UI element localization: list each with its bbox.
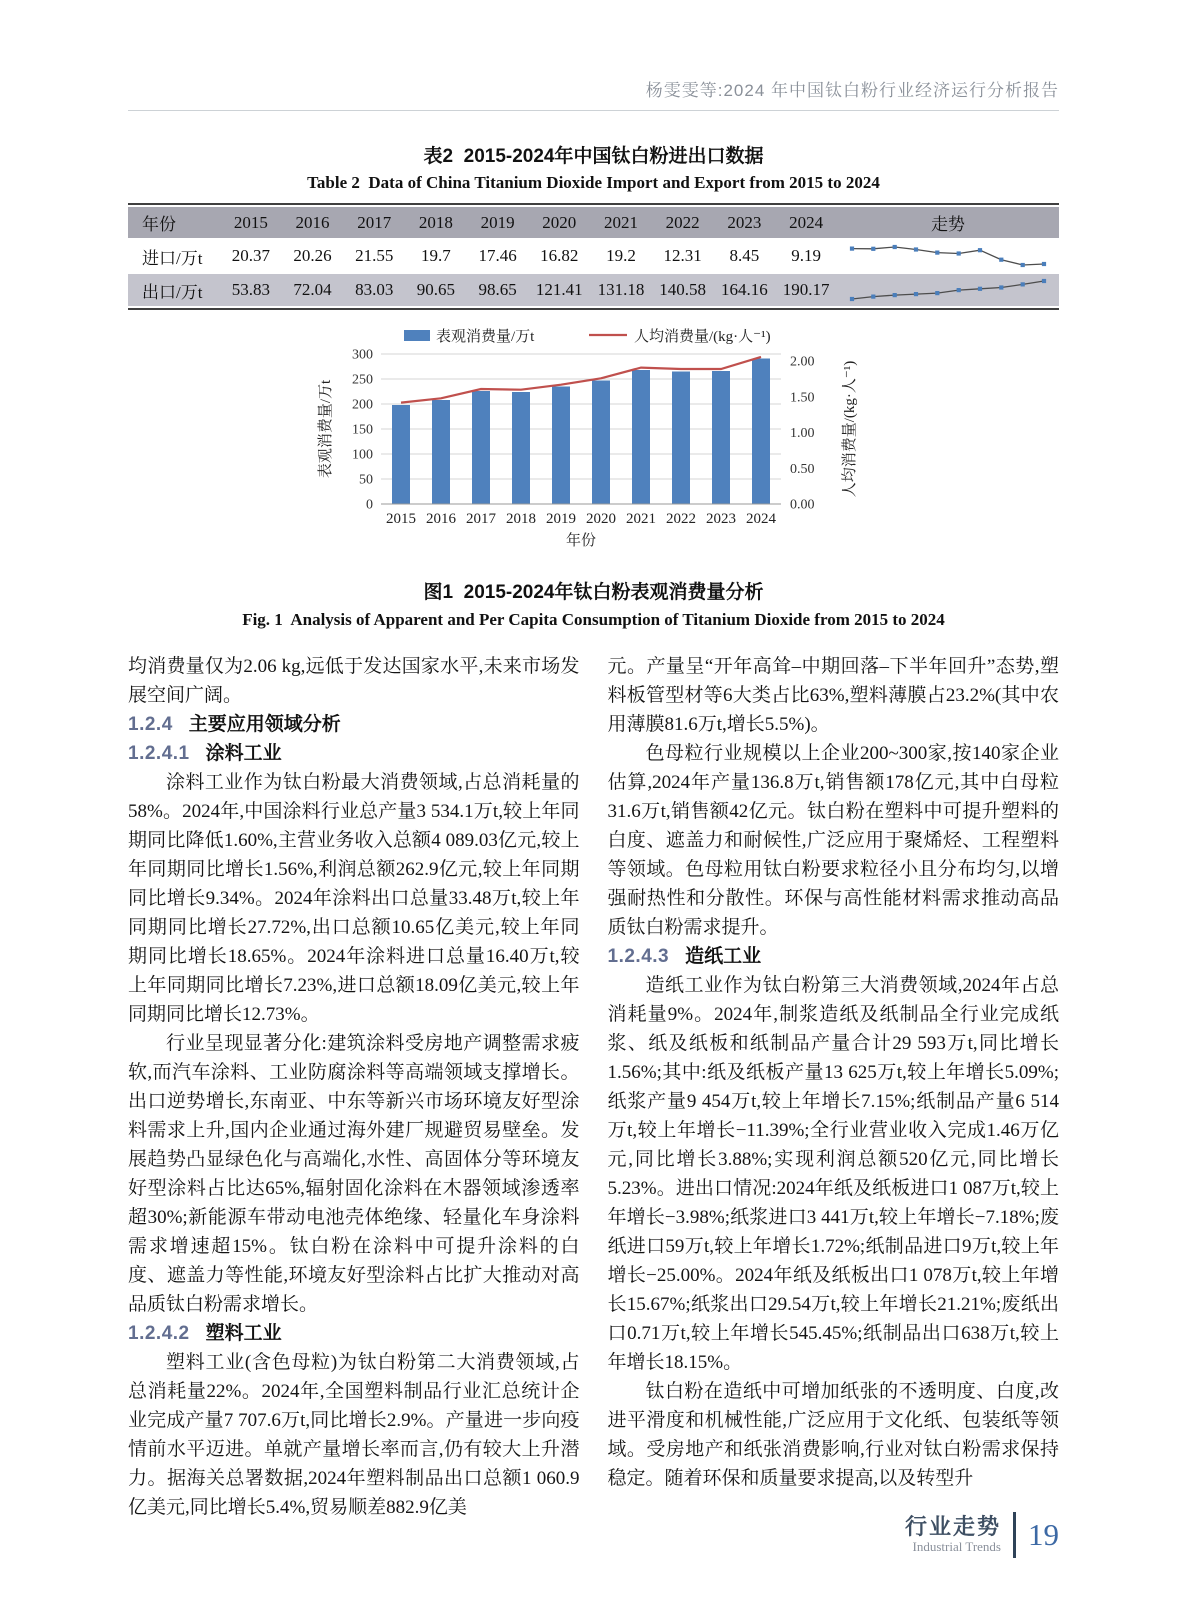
year-header-cell: 2015	[220, 207, 282, 238]
bar	[752, 359, 770, 505]
footer-page-number: 19	[1028, 1517, 1059, 1552]
consumption-chart	[309, 324, 879, 564]
paragraph: 行业呈现显著分化:建筑涂料受房地产调整需求疲软,而汽车涂料、工业防腐涂料等高端领域支撑增长。出口逆势增长,东南亚、中东等新兴市场环境友好型涂料需求上升,国内企业通过海外建厂规避贸易壁垒。发展趋势凸显绿色化与高端化,水性、高固体分等环境友好型涂料占比达65%,辐射固化涂料在木器领域渗透率超30%;新能源车带动电池壳体绝缘、轻量化车身涂料需求增速超15%。钛白粉在涂料中可提升涂料的白度、遮盖力等性能,环境友好型涂料占比扩大推动对高品质钛白粉需求增长。	[128, 1033, 580, 1315]
trend-column-label: 走势	[837, 207, 1059, 238]
value-cell: 131.18	[590, 274, 652, 306]
svg-text:0.50: 0.50	[789, 461, 814, 477]
sparkline-marker	[850, 297, 854, 301]
sparkline-marker	[957, 251, 961, 255]
svg-text:50: 50	[358, 472, 373, 488]
sparkline-line	[852, 247, 1044, 265]
paragraph: 元。产量呈“开年高耸–中期回落–下半年回升”态势,塑料板管型材等6大类占比63%,塑料薄膜占23.2%(其中农用薄膜81.6万t,增长5.5%)。	[607, 656, 1059, 735]
sparkline-marker	[978, 248, 982, 252]
value-cell: 72.04	[282, 274, 344, 306]
svg-text:1.50: 1.50	[789, 390, 814, 406]
sparkline-marker	[935, 251, 939, 255]
legend-bar-swatch	[404, 330, 430, 341]
sparkline-marker	[999, 258, 1003, 262]
svg-text:2024: 2024	[745, 511, 776, 527]
bar	[632, 370, 650, 504]
svg-text:1.00: 1.00	[789, 426, 814, 442]
sparkline-marker	[893, 293, 897, 297]
svg-text:0.00: 0.00	[789, 497, 814, 513]
section-number: 1.2.4.3	[607, 946, 670, 967]
sparkline-marker	[914, 247, 918, 251]
sparkline-marker	[978, 287, 982, 291]
value-cell: 20.37	[220, 240, 282, 272]
sparkline-marker	[871, 247, 875, 251]
trend-sparkline	[848, 277, 1048, 303]
value-cell: 121.41	[528, 274, 590, 306]
year-header-cell: 2024	[775, 207, 837, 238]
sparkline-marker	[893, 245, 897, 249]
svg-text:2017: 2017	[465, 511, 496, 527]
section-title: 涂料工业	[205, 743, 282, 764]
sparkline-marker	[935, 291, 939, 295]
running-head: 杨雯雯等:2024 年中国钛白粉行业经济运行分析报告	[645, 81, 1059, 100]
row-label: 进口/万t	[128, 240, 220, 272]
bar	[392, 405, 410, 504]
figure-caption-zh: 图1 2015-2024年钛白粉表观消费量分析	[423, 582, 764, 603]
value-cell: 90.65	[405, 274, 467, 306]
sparkline-marker	[1021, 282, 1025, 286]
sparkline-cell	[837, 240, 1059, 272]
row-label: 出口/万t	[128, 274, 220, 306]
sparkline-marker	[1042, 279, 1046, 283]
value-cell: 21.55	[343, 240, 405, 272]
section-heading-1.2.4.3	[608, 942, 1060, 971]
value-cell: 8.45	[714, 240, 776, 272]
svg-text:2023: 2023	[705, 511, 736, 527]
svg-text:100: 100	[351, 447, 373, 463]
value-cell: 140.58	[652, 274, 714, 306]
legend-line-label: 人均消费量/(kg·人⁻¹)	[633, 329, 771, 345]
chart-legend	[404, 327, 771, 345]
section-number: 1.2.4.2	[128, 1323, 190, 1344]
right-tick-labels	[790, 355, 815, 513]
figure-caption-en: Fig. 1 Analysis of Apparent and Per Capita Consumption of Titanium Dioxide from 2015 to 2024	[242, 610, 945, 629]
sparkline-marker	[850, 247, 854, 251]
value-cell: 17.46	[467, 240, 529, 272]
paragraph: 涂料工业作为钛白粉最大消费领域,占总消耗量的58%。2024年,中国涂料行业总产量3 534.1万t,较上年同期同比降低1.60%,主营业务收入总额4 089.03亿元,较上年同期同比增长1.56%,利润总额262.9亿元,较上年同期同比增长9.34%。2024年涂料出口总量33.48万t,较上年同期同比增长27.72%,出口总额10.65亿美元,较上年同期同比增长18.65%。2024年涂料进口总量16.40万t,较上年同期同比增长7.23%,进口总额18.09亿美元,较上年同期同比增长12.73%。	[128, 772, 580, 1025]
footer-label-en: Industrial Trends	[912, 1539, 1001, 1554]
svg-text:200: 200	[351, 397, 373, 413]
bar	[592, 381, 610, 505]
paragraph: 色母粒行业规模以上企业200~300家,按140家企业估算,2024年产量136.8万t,销售额178亿元,其中白母粒31.6万t,销售额42亿元。钛白粉在塑料中可提升塑料的白度、遮盖力和耐候性,广泛应用于聚烯烃、工程塑料等领域。色母粒用钛白粉要求粒径小且分布均匀,以增强耐热性和分散性。环保与高性能材料需求推动高品质钛白粉需求提升。	[607, 743, 1059, 938]
section-title: 主要应用领域分析	[188, 714, 341, 735]
svg-text:300: 300	[351, 347, 373, 363]
section-title: 造纸工业	[685, 946, 762, 967]
body-column-left	[128, 652, 580, 1522]
svg-text:2016: 2016	[425, 511, 456, 527]
header-rule	[128, 110, 1059, 111]
paragraph: 造纸工业作为钛白粉第三大消费领域,2024年占总消耗量9%。2024年,制浆造纸及纸制品全行业完成纸浆、纸及纸板和纸制品产量合计29 593万t,同比增长1.56%;其中:纸及纸板产量13 625万t,较上年增长5.09%;纸浆产量9 454万t,较上年增长7.15%;纸制品产量6 514万t,较上年增长−11.39%;全行业营业收入完成1.46万亿元,同比增长3.88%;实现利润总额520亿元,同比增长5.23%。进出口情况:2024年纸及纸板进口1 087万t,较上年增长−3.98%;纸浆进口3 441万t,较上年增长−7.18%;废纸进口59万t,较上年增长1.72%;纸制品进口9万t,较上年增长−25.00%。2024年纸及纸板出口1 078万t,较上年增长15.67%;纸浆出口29.54万t,较上年增长21.21%;废纸出口0.71万t,较上年增长545.45%;纸制品出口638万t,较上年增长18.15%。	[607, 975, 1059, 1373]
bar	[672, 372, 690, 505]
svg-text:2020: 2020	[585, 511, 616, 527]
svg-text:2019: 2019	[545, 511, 576, 527]
value-cell: 19.2	[590, 240, 652, 272]
left-axis-title: 表观消费量/万t	[317, 379, 334, 479]
bar	[432, 400, 450, 504]
value-cell: 98.65	[467, 274, 529, 306]
consumption-figure	[128, 324, 1059, 630]
table-title-en: Table 2 Data of China Titanium Dioxide Import and Export from 2015 to 2024	[307, 173, 880, 192]
value-cell: 12.31	[652, 240, 714, 272]
svg-text:2022: 2022	[665, 511, 696, 527]
section-number: 1.2.4.1	[128, 743, 190, 764]
value-cell: 164.16	[714, 274, 776, 306]
value-cell: 20.26	[282, 240, 344, 272]
body-columns	[128, 652, 1059, 1522]
year-header-cell: 2020	[528, 207, 590, 238]
table-row	[128, 240, 1059, 272]
sparkline-marker	[957, 288, 961, 292]
import-export-table-wrap	[128, 203, 1059, 310]
import-export-table	[128, 205, 1059, 308]
section-number: 1.2.4	[128, 714, 173, 735]
value-cell: 9.19	[775, 240, 837, 272]
paragraph: 均消费量仅为2.06 kg,远低于发达国家水平,未来市场发展空间广阔。	[128, 656, 580, 706]
svg-text:2.00: 2.00	[789, 354, 814, 370]
section-heading-1.2.4	[128, 710, 580, 739]
year-header-cell: 2016	[282, 207, 344, 238]
right-axis-title: 人均消费量/(kg·人⁻¹)	[841, 360, 858, 498]
footer-divider-bar	[1013, 1512, 1016, 1558]
bar	[512, 392, 530, 504]
table-title-zh: 表2 2015-2024年中国钛白粉进出口数据	[423, 146, 764, 167]
value-cell: 190.17	[775, 274, 837, 306]
sparkline-marker	[1021, 263, 1025, 267]
legend-bar-label: 表观消费量/万t	[435, 329, 534, 345]
sparkline-marker	[999, 285, 1003, 289]
year-header-cell: 2018	[405, 207, 467, 238]
table-header-row	[128, 207, 1059, 238]
year-column-label: 年份	[128, 207, 220, 238]
sparkline-line	[852, 281, 1044, 299]
per-capita-line	[401, 357, 761, 403]
sparkline-marker	[914, 292, 918, 296]
svg-text:2015: 2015	[385, 511, 416, 527]
value-cell: 19.7	[405, 240, 467, 272]
bar	[552, 387, 570, 505]
year-header-cell: 2023	[714, 207, 776, 238]
value-cell: 53.83	[220, 274, 282, 306]
left-tick-labels	[352, 348, 373, 513]
x-tick-labels	[386, 511, 777, 527]
year-header-cell: 2017	[343, 207, 405, 238]
bar	[472, 391, 490, 504]
bar	[712, 371, 730, 504]
year-header-cell: 2019	[467, 207, 529, 238]
x-axis-title: 年份	[565, 533, 596, 549]
sparkline-marker	[871, 295, 875, 299]
svg-text:150: 150	[351, 422, 373, 438]
value-cell: 16.82	[528, 240, 590, 272]
paragraph: 塑料工业(含色母粒)为钛白粉第二大消费领域,占总消耗量22%。2024年,全国塑料制品行业汇总统计企业完成产量7 707.6万t,同比增长2.9%。产量进一步向疫情前水平迈进。单就产量增长率而言,仍有较大上升潜力。据海关总署数据,2024年塑料制品出口总额1 060.9亿美元,同比增长5.4%,贸易顺差882.9亿美	[128, 1352, 580, 1518]
body-column-right	[608, 652, 1060, 1522]
trend-sparkline	[848, 243, 1048, 269]
svg-text:0: 0	[365, 497, 373, 513]
table-row	[128, 274, 1059, 306]
year-header-cell: 2021	[590, 207, 652, 238]
year-header-cell: 2022	[652, 207, 714, 238]
svg-text:2018: 2018	[505, 511, 536, 527]
value-cell: 83.03	[343, 274, 405, 306]
section-heading-1.2.4.2	[128, 1319, 580, 1348]
sparkline-cell	[837, 274, 1059, 306]
svg-text:2021: 2021	[625, 511, 656, 527]
sparkline-marker	[1042, 262, 1046, 266]
footer-label-zh: 行业走势	[904, 1514, 1001, 1539]
section-heading-1.2.4.1	[128, 739, 580, 768]
section-title: 塑料工业	[205, 1323, 282, 1344]
footer-section-label	[905, 1515, 1001, 1555]
bars	[392, 359, 770, 505]
svg-text:250: 250	[351, 372, 373, 388]
paragraph: 钛白粉在造纸中可增加纸张的不透明度、白度,改进平滑度和机械性能,广泛应用于文化纸、包装纸等领域。受房地产和纸张消费影响,行业对钛白粉需求保持稳定。随着环保和质量要求提高,以及转型升	[607, 1381, 1059, 1489]
page-footer	[905, 1512, 1059, 1558]
